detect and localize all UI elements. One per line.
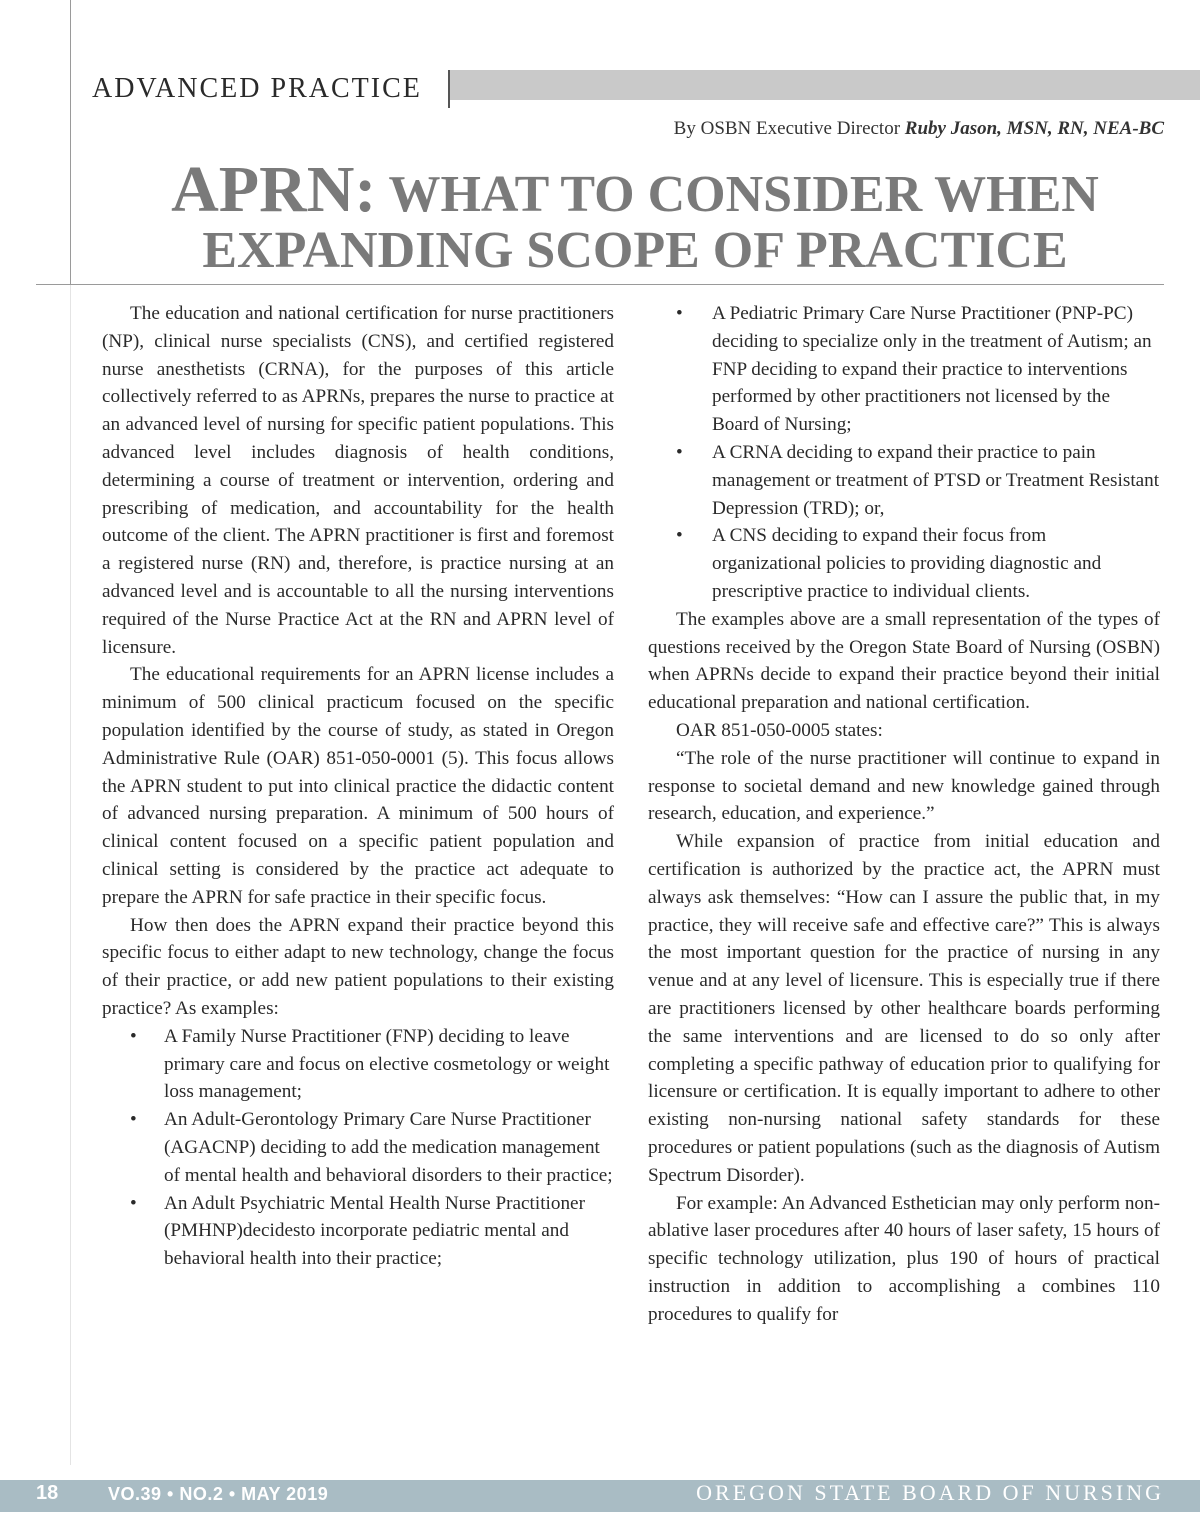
headline-lead: APRN:	[171, 153, 377, 226]
bullet-icon: •	[130, 1025, 137, 1047]
byline-author: Ruby Jason, MSN, RN, NEA-BC	[904, 118, 1164, 139]
section-label: ADVANCED PRACTICE	[92, 73, 422, 104]
bullet-icon: •	[676, 525, 683, 547]
paragraph: The examples above are a small representation of the types of questions received by the Oregon State Board of Nursing (OSBN) when APRNs decide to expand their practice beyond their initial educational preparation and national certification.	[648, 608, 1160, 714]
list-item-text: A Pediatric Primary Care Nurse Practitioner (PNP-PC) deciding to specialize only in the treatment of Autism; an FNP deciding to expand their practice to interventions performed by other practitioners not licensed by the Board of Nursing;	[712, 303, 1152, 436]
examples-list-continued	[648, 300, 1160, 606]
headline-rule	[36, 284, 1164, 285]
section-banner	[450, 70, 1200, 100]
list-item-text: An Adult-Gerontology Primary Care Nurse Practitioner (AGACNP) deciding to add the medication management of mental health and behavioral disorders to their practice;	[164, 1109, 613, 1186]
paragraph: How then does the APRN expand their practice beyond this specific focus to either adapt to new technology, change the focus of their practice, or add new patient populations to their existing practice? As examples:	[102, 914, 614, 1019]
margin-rule-faint	[70, 285, 71, 1465]
issue-info: VO.39 • NO.2 • MAY 2019	[108, 1484, 329, 1504]
list-item	[648, 522, 1160, 605]
headline-line-2: EXPANDING SCOPE OF PRACTICE	[202, 222, 1068, 279]
left-column	[102, 300, 614, 1273]
list-item-text: A CNS deciding to expand their focus from organizational policies to providing diagnostic and prescriptive practice to individual clients.	[712, 525, 1102, 602]
page-number: 18	[36, 1482, 59, 1504]
headline-line-1-rest: WHAT TO CONSIDER WHEN	[376, 166, 1099, 223]
bullet-icon: •	[130, 1192, 137, 1214]
bullet-icon: •	[676, 441, 683, 463]
footer-band	[0, 1480, 1200, 1512]
paragraph: The education and national certification for nurse practitioners (NP), clinical nurse specialists (CNS), and certified registered nurse anesthetists (CRNA), for the purposes of this article collectively referred to as APRNs, prepares the nurse to practice at an advanced level of nursing for specific patient populations. This advanced level includes diagnosis of health conditions, determining a course of treatment or intervention, ordering and prescribing of medication, and accountability for the health outcome of the client. The APRN practitioner is first and foremost a registered nurse (RN) and, therefore, is practice nursing at an advanced level and is accountable to all the nursing interventions required of the Nurse Practice Act at the RN and APRN level of licensure.	[102, 303, 614, 658]
examples-list	[102, 1023, 614, 1273]
list-item	[102, 1106, 614, 1189]
section-header	[70, 70, 1200, 108]
byline	[674, 118, 1164, 140]
paragraph: OAR 851-050-0005 states:	[676, 719, 883, 741]
paragraph: The educational requirements for an APRN license includes a minimum of 500 clinical practicum focused on the specific population identified by the course of study, as stated in Oregon Administrative Rule (OAR) 851-050-0001 (5). This focus allows the APRN student to put into clinical practice the didactic content of advanced nursing preparation. A minimum of 500 hours of clinical content focused on a specific patient population and clinical setting is considered by the practice act adequate to prepare the APRN for safe practice in their specific focus.	[102, 664, 614, 908]
list-item	[648, 300, 1160, 439]
list-item	[648, 439, 1160, 522]
headline-line-1	[70, 153, 1200, 226]
article-headline	[70, 153, 1200, 279]
list-item	[102, 1190, 614, 1273]
page-footer	[0, 1480, 1200, 1540]
paragraph: While expansion of practice from initial education and certification is authorized by the practice act, the APRN must always ask themselves: “How can I assure the public that, in my practice, they will receive safe and effective care?” This is always the most important question for the practice of nursing in any venue and at any level of licensure. This is especially true if there are practitioners licensed by other healthcare boards performing the same interventions and are licensed to do so only after completing a specific pathway of education prior to qualifying for licensure or certification. It is equally important to adhere to other existing non-nursing national safety standards for these procedures or patient populations (such as the diagnosis of Autism Spectrum Disorder).	[648, 831, 1160, 1186]
bullet-icon: •	[676, 303, 683, 324]
byline-prefix: By OSBN Executive Director	[673, 118, 905, 139]
paragraph: For example: An Advanced Esthetician may only perform non-ablative laser procedures after 40 hours of laser safety, 15 hours of specific technology utilization, plus 190 of hours of practical instruction in addition to accomplishing a combines 110 procedures to qualify for	[648, 1192, 1160, 1325]
list-item-text: A CRNA deciding to expand their practice to pain management or treatment of PTSD or Treatment Resistant Depression (TRD); or,	[712, 441, 1160, 519]
footer-margin	[0, 1512, 1200, 1540]
list-item	[102, 1023, 614, 1106]
bullet-icon: •	[130, 1109, 137, 1131]
right-column	[648, 300, 1160, 1328]
quote-paragraph: “The role of the nurse practitioner will continue to expand in response to societal demand and new knowledge gained through research, education, and experience.”	[648, 747, 1160, 825]
list-item-text: A Family Nurse Practitioner (FNP) deciding to leave primary care and focus on elective cosmetology or weight loss management;	[164, 1025, 610, 1103]
list-item-text: An Adult Psychiatric Mental Health Nurse Practitioner (PMHNP)decidesto incorporate pediatric mental and behavioral health into their practice;	[164, 1192, 585, 1270]
publication-name: OREGON STATE BOARD OF NURSING	[696, 1480, 1164, 1505]
